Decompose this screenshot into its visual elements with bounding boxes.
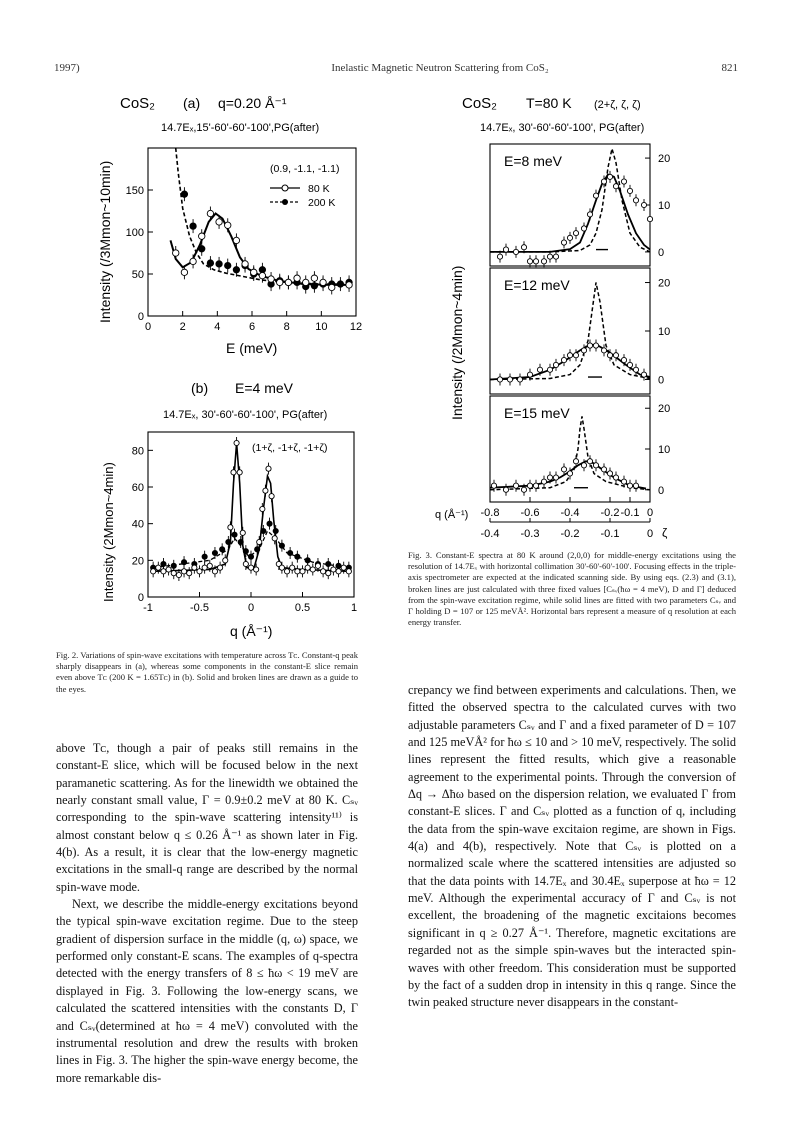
fig3-point (607, 353, 612, 358)
fig2b-e: E=4 meV (235, 380, 293, 396)
fig2a-xtick-label: 12 (349, 321, 363, 333)
fig2b-200k-point (181, 560, 186, 565)
fig2a-200k-point (199, 246, 205, 252)
fig3-point (503, 247, 508, 252)
fig2b-80k-point (151, 569, 156, 574)
fig2b-80k-point (202, 565, 207, 570)
fig2a-80k-point (268, 276, 274, 282)
fig3-point (547, 475, 552, 480)
fig2b-80k-point (326, 571, 331, 576)
fig3-point (561, 240, 566, 245)
fig2a-80k-point (320, 279, 326, 285)
fig2b-80k-point (331, 567, 336, 572)
fig3-point (541, 479, 546, 484)
fig2a-ytick-label: 50 (131, 269, 144, 281)
fig2b-80k-point (207, 563, 212, 568)
fig2-caption: Fig. 2. Variations of spin-wave excitations with temperature across Tᴄ. Constant-q peak sharply disappears in (a), whereas some components in the constant-E slice remain even above Tᴄ (200 K = 1.65Tᴄ) in (b). Solid and broken lines are drawn as a guide to the eyes. (56, 650, 358, 694)
fig2b-80k-point (269, 494, 274, 499)
fig2b-80k-point (176, 572, 181, 577)
fig3-zeta-tick-label: -0.1 (600, 528, 620, 540)
fig2b-80k-point (243, 561, 248, 566)
fig3-point (581, 463, 586, 468)
fig2a-80k-point (346, 282, 352, 288)
fig2b-80k-point (228, 525, 233, 530)
fig3-point (527, 372, 532, 377)
fig3-point (553, 254, 558, 259)
fig3-point (607, 174, 612, 179)
fig2a-xtick-label: 4 (214, 321, 221, 333)
figure-2a (97, 95, 362, 356)
fig2b-ytick-label: 20 (131, 555, 144, 568)
fig2a-ytick-label: 100 (125, 227, 144, 239)
fig3-point (607, 471, 612, 476)
fig2b-80k-point (321, 569, 326, 574)
fig3-point (581, 226, 586, 231)
fig2b-80k-point (248, 565, 253, 570)
fig3-zeta-tick-label: -0.3 (520, 528, 540, 540)
fig2b-80k-point (171, 571, 176, 576)
fig3-point (533, 483, 538, 488)
fig2a-200k-point (337, 281, 343, 287)
fig3-point (633, 367, 638, 372)
fig3-zeta-tick-label: -0.2 (560, 528, 580, 540)
fig2b-80k-point (192, 565, 197, 570)
fig2b-xtick-label: -0.5 (190, 602, 209, 614)
fig2b-80k-point (305, 565, 310, 570)
fig2b-80k-point (254, 567, 259, 572)
fig2b-80k-point (266, 466, 271, 471)
fig2b-80k-point (346, 569, 351, 574)
fig3-ytick-label: 20 (658, 403, 671, 416)
fig2a-ylabel: Intensity (/3Mmon~10min) (97, 160, 113, 323)
right-column (408, 682, 736, 1012)
figure-3 (435, 95, 670, 540)
fig3-point (641, 202, 646, 207)
fig2b-80k-point (187, 571, 192, 576)
fig2b-80k-point (212, 569, 217, 574)
fig3-point (497, 254, 502, 259)
fig2a-compound: CoS₂ (120, 95, 156, 112)
fig3-point (621, 357, 626, 362)
fig2b-ylabel: Intensity (2Mmon~4min) (101, 462, 116, 602)
fig3-panel-label: E=8 meV (504, 153, 562, 169)
right-paragraph-1: crepancy we find between experiments and calculations. Then, we fitted the observed spectra to the calculated curves with two adjustable parameters Cₛᵥ and Γ and a fixed parameter of D = 107 and 125 meVÅ² for ħω ≤ 10 and > 10 meV, respectively. The solid lines represent the fitted results, which give a reasonable agreement to the experimental points. Through the conversion of Δq → Δħω based on the dispersion relation, we evaluated Γ from constant-E slices. Γ and Cₛᵥ plotted as a function of q, including the data from the spin-wave excitaion regime, are shown in Figs. 4(a) and 4(b), respectively. Note that Cₛᵥ is plotted on a normalized scale where the scattered intensities are adjusted so that the data points with 14.7Eₓ and 30.4Eₓ superpose at ħω = 12 meV. Although the experimental accuracy of Γ and Cₛᵥ is not excellent, the broadening of the magnetic excitaions becomes significant in q ≥ 0.27 Å⁻¹. Therefore, magnetic excitations are regarded not as the simple spin-waves but the interacted spin-waves with other freedom. This consideration must be supported by the fact of a sudden drop in intensity in this q range. Since the twin peaked structure never disappears in the constant- (408, 683, 736, 1010)
fig2b-80k-point (341, 565, 346, 570)
fig3-point (573, 353, 578, 358)
fig2b-80k-point (218, 565, 223, 570)
fig2b-80k-point (240, 530, 245, 535)
fig3-ytick-label: 20 (658, 277, 671, 290)
fig2a-legend-200k: 200 K (308, 197, 336, 209)
fig3-point (633, 198, 638, 203)
fig3-point (593, 343, 598, 348)
fig2b-80k-point (197, 569, 202, 574)
fig2b-80k-point (234, 440, 239, 445)
fig2b-label: (b) (191, 380, 209, 396)
fig3-point (541, 259, 546, 264)
fig2a-200k-point (233, 267, 239, 273)
fig3-ytick-label: 20 (658, 153, 671, 166)
fig3-xtick-label: -0.8 (480, 507, 500, 519)
fig2a-200k-point (216, 261, 222, 267)
fig2b-legend-header: (1+ζ, -1+ζ, -1+ζ) (252, 442, 328, 454)
fig2b-xlabel: q (Å⁻¹) (230, 623, 273, 639)
fig2a-80k-point (181, 269, 187, 275)
fig2b-80k-point (290, 565, 295, 570)
fig3-point (521, 245, 526, 250)
fig3-point (573, 459, 578, 464)
fig2b-80k-point (295, 569, 300, 574)
fig2a-200k-point (190, 223, 196, 229)
fig3-point (641, 372, 646, 377)
fig3-point (527, 483, 532, 488)
fig3-zeta-tick-label: -0.4 (480, 528, 500, 540)
fig2b-200k-point (243, 549, 248, 554)
fig3-point (567, 353, 572, 358)
running-header-title: Inelastic Magnetic Neutron Scattering from CoS₂ (331, 62, 549, 74)
fig3-point (521, 487, 526, 492)
fig2b-ytick-label: 60 (131, 482, 144, 494)
fig2b-80k-point (237, 470, 242, 475)
left-paragraph-1: above Tᴄ, though a pair of peaks still remains in the constant-E slice, which will be focused below in the next paramanetic scattering. As for the linewidth we obtained the nearly constant small value, Γ = 0.9±0.2 meV at 80 K. Cₛᵥ corresponding to the spin-wave scattering intensity¹¹⁾ is almost constant below q ≤ 0.26 Å⁻¹ as shown later in Fig. 4(b). As a result, it is clear that the low-energy magnetic excitations in the small-q range are described by the normal spin-wave mode. (56, 741, 358, 894)
fig3-point (567, 471, 572, 476)
fig3-point (587, 212, 592, 217)
fig3-point (601, 467, 606, 472)
left-paragraph-2: Next, we describe the middle-energy excitations beyond the typical spin-wave excitation regime. Due to the steep gradient of dispersion surface in the middle (q, ω) space, we performed only constant-E scans. The examples of q-spectra detected with the energy transfers of 8 ≤ ħω < 19 meV are displayed in Fig. 3. Following the low-energy scans, we calculated the scattered intensities with the constants D, Γ and Cₛᵥ(determined at ħω = 4 meV) convoluted with the instrumental resolution and drew the results with broken lines in Fig. 3. The higher the spin-wave energy become, the more remarkable dis- (56, 897, 358, 1085)
fig2b-ytick-label: 80 (131, 445, 144, 458)
left-column (56, 740, 358, 1087)
fig2b-200k-point (326, 561, 331, 566)
fig2b-80k-point (284, 569, 289, 574)
fig3-point (613, 184, 618, 189)
fig3-ytick-label: 0 (658, 374, 665, 387)
fig2b-200k-point (202, 554, 207, 559)
fig3-point (593, 463, 598, 468)
fig2b-200k-point (273, 528, 278, 533)
fig2b-conditions: 14.7Eₓ, 30'-60'-60'-100', PG(after) (163, 409, 328, 421)
figure-2b (101, 380, 357, 639)
fig3-point (593, 193, 598, 198)
fig2a-xlabel: E (meV) (226, 340, 278, 356)
fig3-point (517, 377, 522, 382)
fig3-point (647, 216, 652, 221)
fig2b-80k-point (310, 567, 315, 572)
fig2a-xtick-label: 2 (179, 321, 186, 333)
fig3-ytick-label: 0 (658, 484, 665, 497)
fig2a-legend-marker-80k (282, 185, 288, 191)
fig3-point (587, 343, 592, 348)
fig2b-80k-point (279, 565, 284, 570)
fig2b-80k-point (315, 563, 320, 568)
fig3-ytick-label: 10 (658, 200, 671, 212)
fig3-xtick-label: -0.2 (600, 507, 620, 519)
fig3-point (527, 259, 532, 264)
fig3-point (533, 259, 538, 264)
fig2b-80k-point (156, 565, 161, 570)
fig3-direction: (2+ζ, ζ, ζ) (594, 99, 641, 111)
fig2a-80k-point (173, 250, 179, 256)
fig2a-80k-point (207, 210, 213, 216)
fig2a-80k-point (242, 261, 248, 267)
fig2b-200k-point (238, 539, 243, 544)
fig2b-80k-point (181, 569, 186, 574)
fig2b-80k-point (336, 569, 341, 574)
fig3-temperature: T=80 K (526, 95, 572, 111)
fig2b-80k-point (260, 506, 265, 511)
fig3-ytick-label: 0 (658, 246, 665, 259)
fig2b-ytick-label: 40 (131, 518, 144, 531)
fig2b-200k-point (279, 543, 284, 548)
fig2a-80k-point (233, 237, 239, 243)
fig2b-ytick-label: 0 (137, 592, 144, 604)
fig2a-ytick-label: 150 (125, 185, 144, 197)
fig2a-xtick-label: 10 (315, 321, 328, 333)
fig3-point (513, 483, 518, 488)
fig3-xtick-label: 0 (646, 507, 654, 519)
fig3-point (561, 357, 566, 362)
fig2a-80k-point (285, 279, 291, 285)
fig3-point (573, 231, 578, 236)
fig2b-80k-point (300, 569, 305, 574)
fig3-ytick-label: 10 (658, 326, 671, 338)
fig2a-80k-point (190, 258, 196, 264)
fig2a-q: q=0.20 Å⁻¹ (218, 95, 287, 111)
fig2a-80k-point (199, 233, 205, 239)
fig3-point (621, 179, 626, 184)
fig3-point (513, 249, 518, 254)
fig2a-80k-point (311, 275, 317, 281)
fig3-compound: CoS₂ (462, 95, 498, 112)
fig2a-xtick-label: 0 (144, 321, 152, 333)
fig3-point (547, 367, 552, 372)
fig3-caption: Fig. 3. Constant-E spectra at 80 K around (2,0,0) for middle-energy excitations using the resolution of 14.7Eₓ with horizontal collimation 30'-60'-60'-100'. Focusing effects in the triple-axis spectrometer are expected at the indicated scanning side. By using eqs. (2.3) and (3.1), broken lines are just calculated with three fixed values [Cₛᵥ(ħω = 4 meV), D and Γ] deduced from the spin-wave excitation regime, while solid lines are fitted with two parameters Cₛᵥ and Γ holding D = 107 or 125 meVÅ². Horizontal bars represent a measure of q resolution at each energy transfer. (408, 550, 736, 628)
fig2b-80k-point (263, 488, 268, 493)
fig2b-200k-point (248, 554, 253, 559)
fig3-point (601, 348, 606, 353)
fig2a-80k-point (259, 272, 265, 278)
fig3-ytick-label: 10 (658, 444, 671, 456)
fig3-point (567, 235, 572, 240)
fig3-xtick-label: -0.4 (560, 507, 580, 519)
fig3-panel-label: E=15 meV (504, 405, 570, 421)
fig2a-legend-header: (0.9, -1.1, -1.1) (270, 163, 340, 175)
fig3-point (507, 377, 512, 382)
fig2b-200k-point (261, 528, 266, 533)
fig3-point (613, 353, 618, 358)
fig2a-80k-point (225, 222, 231, 228)
fig2a-80k-point (303, 279, 309, 285)
fig3-panel-label: E=12 meV (504, 277, 570, 293)
fig2a-80k-point (294, 275, 300, 281)
fig2b-80k-point (272, 536, 277, 541)
fig3-point (601, 179, 606, 184)
fig2b-200k-point (288, 550, 293, 555)
fig3-point (553, 475, 558, 480)
fig2a-conditions: 14.7Eₓ,15'-60'-60'-100',PG(after) (161, 122, 320, 134)
fig3-point (633, 483, 638, 488)
fig2a-80k-point (251, 269, 257, 275)
fig2a-80k-point (216, 219, 222, 225)
fig2b-xtick-label: 1 (350, 602, 358, 614)
fig3-point (547, 254, 552, 259)
page-number: 821 (721, 62, 738, 74)
fig2b-200k-point (232, 532, 237, 537)
fig2a-200k-point (181, 191, 187, 197)
fig3-ylabel: Intensity (/2Mmon~4min) (449, 265, 465, 420)
fig2a-xtick-label: 6 (248, 321, 256, 333)
fig3-point (627, 362, 632, 367)
fig3-zeta-label: ζ (662, 526, 668, 540)
fig2b-80k-point (161, 569, 166, 574)
fig2b-200k-point (220, 547, 225, 552)
fig3-xtick-label: -0.1 (620, 507, 640, 519)
fig2a-legend-80k: 80 K (308, 183, 330, 195)
fig2b-xtick-label: -1 (143, 602, 153, 614)
fig2a-label: (a) (183, 95, 201, 111)
fig2a-xtick-label: 8 (283, 321, 290, 333)
fig3-conditions: 14.7Eₓ, 30'-60'-60'-100', PG(after) (480, 122, 645, 134)
fig2a-80k-point (329, 284, 335, 290)
fig3-point (503, 487, 508, 492)
fig3-point (587, 459, 592, 464)
fig3-point (627, 483, 632, 488)
fig3-point (553, 362, 558, 367)
fig3-zeta-tick-label: 0 (646, 528, 654, 540)
fig2b-200k-point (226, 539, 231, 544)
fig3-point (581, 348, 586, 353)
fig2b-80k-point (231, 470, 236, 475)
fig3-point (627, 188, 632, 193)
running-header-left: 1997) (54, 62, 80, 74)
fig2a-ytick-label: 0 (137, 311, 144, 323)
fig2b-200k-point (295, 554, 300, 559)
fig2b-80k-point (166, 567, 171, 572)
fig2a-80k-point (277, 279, 283, 285)
fig2a-legend-marker-200k (282, 199, 288, 205)
fig3-point (497, 377, 502, 382)
fig2b-xtick-label: 0 (247, 602, 255, 614)
fig2b-xtick-label: 0.5 (294, 602, 311, 614)
fig2b-80k-point (257, 539, 262, 544)
fig2b-80k-point (223, 558, 228, 563)
fig3-q-axis-label: q (Å⁻¹) (435, 509, 469, 521)
fig2a-200k-point (225, 262, 231, 268)
fig3-point (613, 475, 618, 480)
fig2b-200k-point (212, 550, 217, 555)
fig3-point (621, 479, 626, 484)
fig3-point (491, 483, 496, 488)
fig2b-200k-point (267, 521, 272, 526)
fig3-xtick-label: -0.6 (520, 507, 540, 519)
fig2a-200k-point (207, 260, 213, 266)
fig3-point (561, 467, 566, 472)
fig3-point (537, 367, 542, 372)
